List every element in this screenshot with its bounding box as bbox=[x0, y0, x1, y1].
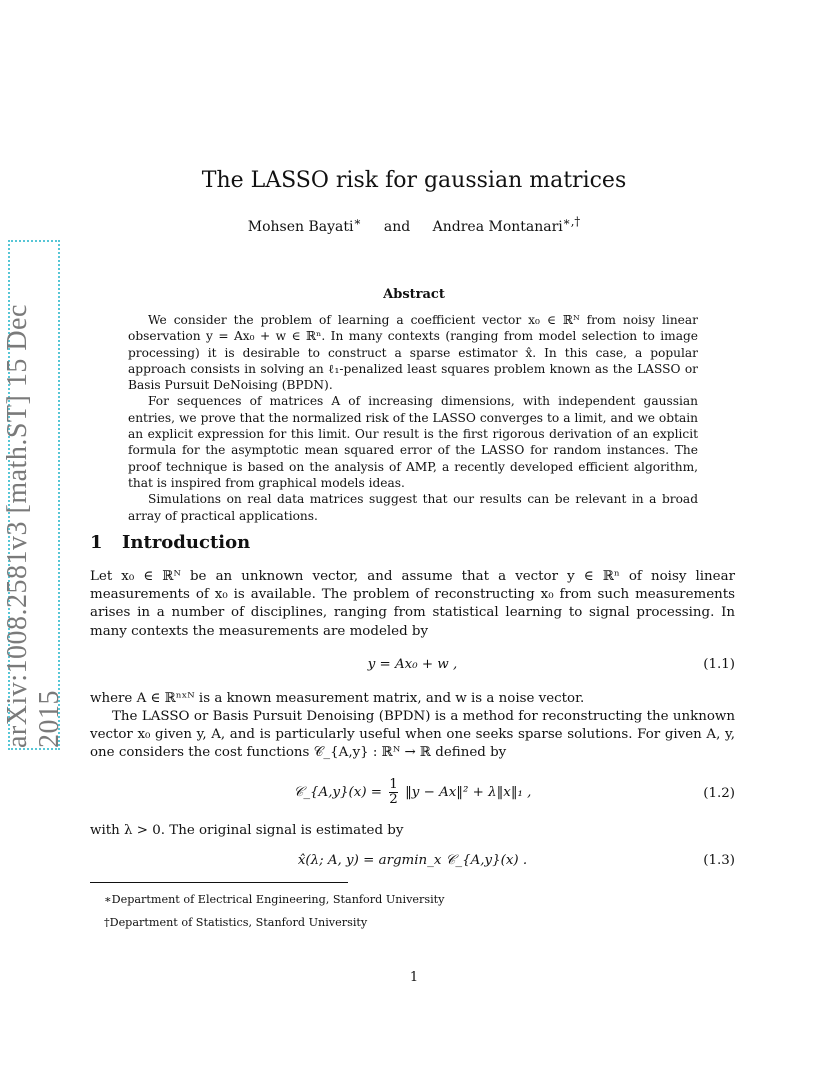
footnote-2: †Department of Statistics, Stanford University bbox=[104, 916, 368, 929]
section-heading-introduction: 1 Introduction bbox=[90, 532, 251, 553]
equation-1-2-fraction: $\frac{1}{2}$ bbox=[389, 777, 398, 807]
abstract-paragraph-1: We consider the problem of learning a coefficient vector x₀ ∈ ℝᴺ from noisy linear observation y = Ax₀ + w ∈ ℝⁿ. In many contexts (ranging from model selection to image processing) it is desirable to construct a sparse estimator x̂. In this case, a popular approach consists in solving an ℓ₁-penalized least squares problem known as the LASSO or Basis Pursuit DeNoising (BPDN). bbox=[128, 313, 698, 393]
equation-1-1-body: y = Ax₀ + w , bbox=[367, 657, 458, 672]
abstract-body bbox=[128, 312, 698, 524]
author-2: Andrea Montanari∗,† bbox=[432, 214, 581, 235]
equation-1-2-number: (1.2) bbox=[703, 786, 735, 801]
arxiv-identifier-stamp: arXiv:1008.2581v3 [math.ST] 15 Dec 2015 bbox=[8, 240, 60, 750]
equation-1-1-number: (1.1) bbox=[703, 657, 735, 672]
equation-1-3-number: (1.3) bbox=[703, 853, 735, 868]
abstract-heading: Abstract bbox=[383, 287, 445, 302]
footnote-separator bbox=[90, 882, 348, 883]
equation-1-2 bbox=[90, 778, 735, 814]
page-number: 1 bbox=[409, 970, 419, 985]
intro-paragraph-4: with λ > 0. The original signal is estimated by bbox=[90, 823, 404, 838]
equation-1-3-body: x̂(λ; A, y) = argmin_x 𝒞_{A,y}(x) . bbox=[297, 853, 528, 868]
author-line bbox=[0, 214, 828, 235]
abstract-paragraph-2: For sequences of matrices A of increasing dimensions, with independent gaussian entries, we prove that the normalized risk of the LASSO converges to a limit, and we obtain an explicit expression for this limit. Our result is the first rigorous derivation of an explicit formula for the asymptotic mean squared error of the LASSO for random instances. The proof technique is based on the analysis of AMP, a recently developed efficient algorithm, that is inspired from graphical models ideas. bbox=[128, 394, 698, 490]
paper-title: The LASSO risk for gaussian matrices bbox=[201, 168, 627, 193]
author-conjunction: and bbox=[383, 218, 411, 235]
intro-paragraph-1: Let x₀ ∈ ℝᴺ be an unknown vector, and assume that a vector y ∈ ℝⁿ of noisy linear measurements of x₀ is available. The problem of reconstructing x₀ from such measurements arises in a number of disciplines, ranging from statistical learning to signal processing. In many contexts the measurements are modeled by bbox=[90, 569, 735, 639]
intro-paragraph-3: The LASSO or Basis Pursuit Denoising (BPDN) is a method for reconstructing the unknown vector x₀ given y, A, and is particularly useful when one seeks sparse solutions. For given A, y, one considers the cost functions 𝒞_{A,y} : ℝᴺ → ℝ defined by bbox=[90, 709, 735, 761]
footnote-1: ∗Department of Electrical Engineering, Stanford University bbox=[104, 893, 445, 906]
author-1: Mohsen Bayati∗ bbox=[247, 214, 362, 235]
abstract-paragraph-3: Simulations on real data matrices suggest that our results can be relevant in a broad array of practical applications. bbox=[128, 492, 698, 523]
equation-1-2-body: 𝒞_{A,y}(x) = $\frac{1}{2}$ ‖y − Ax‖² + λ‖x‖₁ , bbox=[293, 777, 532, 807]
intro-paragraph-2: where A ∈ ℝⁿˣᴺ is a known measurement matrix, and w is a noise vector. bbox=[90, 691, 585, 706]
